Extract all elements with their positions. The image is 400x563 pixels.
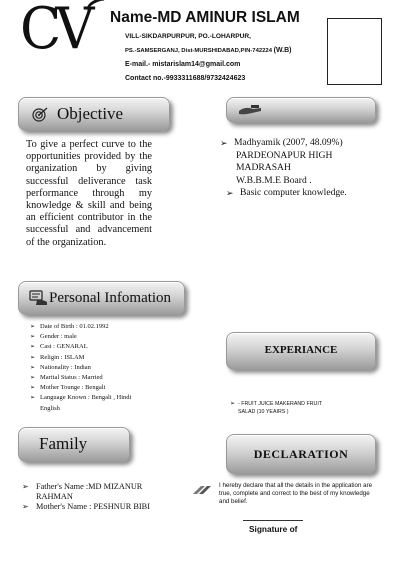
- graduation-hand-icon: [237, 103, 263, 117]
- arrow-bullet-icon: ➢: [220, 138, 228, 148]
- personal-row-text: Cast : GENARAL: [40, 343, 88, 351]
- arrow-bullet-icon: ➢: [30, 324, 36, 330]
- arrow-bullet-icon: ➢: [22, 482, 29, 491]
- education-section-header: [226, 97, 376, 123]
- person-hand-icon: [27, 288, 49, 306]
- arrow-bullet-icon: ➢: [30, 364, 36, 371]
- list-item: [30, 373, 190, 383]
- list-item: [30, 342, 190, 352]
- education-line: W.B.B.M.E Board .: [236, 174, 312, 186]
- cv-logo-text: CV: [20, 0, 89, 62]
- personal-row-text: Religin : ISLAM: [40, 353, 85, 361]
- arrow-bullet-icon: ➢: [30, 344, 36, 351]
- family-list: [22, 482, 182, 512]
- education-line: MADRASAH: [236, 162, 291, 174]
- address-state: (W.B): [273, 47, 292, 54]
- mother-name-line: Mother's Name : PESHNUR BIBI: [36, 502, 150, 511]
- address-line-2-text: PS.-SAMSERGANJ, Dist-MURSHIDABAD,PIN-742224: [125, 48, 272, 54]
- address-line-1: VILL-SIKDARPURPUR, PO.-LOHARPUR,: [125, 33, 252, 40]
- address-line-2: [125, 47, 292, 54]
- experience-text: [230, 400, 358, 416]
- personal-row-text: Date of Birth : 01.02.1992: [40, 323, 109, 330]
- list-item: [30, 383, 190, 393]
- contact-line: Contact no.-9933311688/9732424623: [125, 75, 246, 82]
- candidate-name: Name-MD AMINUR ISLAM: [110, 9, 300, 26]
- family-title: Family: [39, 434, 88, 453]
- education-line: Basic computer knowledge.: [240, 187, 347, 199]
- personal-row-text: Mother Tounge : Bengali: [40, 384, 106, 392]
- list-item: [30, 393, 190, 403]
- email-line: E-mail.- mistarislam14@gmail.com: [125, 61, 241, 68]
- personal-section-header: [18, 281, 185, 315]
- education-item: [220, 137, 380, 187]
- objective-section-header: [18, 97, 170, 131]
- signature-line: [243, 520, 303, 521]
- personal-row-text: English: [40, 404, 60, 412]
- arrow-bullet-icon: ➢: [30, 395, 36, 402]
- arrow-bullet-icon: ➢: [22, 502, 29, 511]
- personal-row-text: Marital Status : Married: [40, 374, 103, 382]
- list-item: [22, 502, 182, 512]
- education-list: [220, 137, 380, 200]
- experience-title: EXPERIANCE: [264, 344, 338, 356]
- education-line: PARDEONAPUR HIGH: [236, 149, 333, 161]
- family-section-header: [18, 427, 130, 462]
- declaration-section-header: [226, 434, 376, 474]
- personal-row-text: Gender : male: [40, 333, 77, 341]
- target-icon: [31, 106, 49, 122]
- father-name-line: Father's Name :MD MIZANUR: [36, 482, 143, 491]
- personal-info-list: [30, 322, 190, 414]
- signature-label: Signature of: [249, 524, 298, 534]
- list-item: [30, 353, 190, 363]
- declaration-title: DECLARATION: [253, 447, 349, 461]
- personal-row-text: Nationality : Indian: [40, 363, 91, 371]
- education-line: Madhyamik (2007, 48.09%): [234, 137, 343, 148]
- personal-title: Personal Infomation: [49, 290, 172, 306]
- arrow-bullet-icon: ➢: [30, 334, 36, 341]
- objective-text: To give a perfect curve to the opportunities provided by the organization by giving successful deliverance task performance through my knowledge & skill and being an efficient contributor in the successful and advancement of the organization.: [26, 139, 152, 248]
- quill-icon: [191, 482, 215, 496]
- experience-line: - FRUIT JUICE MAKERAND FRUIT: [238, 401, 323, 407]
- personal-row-text: Language Known : Bengali , Hindi: [40, 394, 132, 402]
- list-item: [22, 482, 182, 502]
- experience-line: SALAD (10 YEAIRS ): [238, 409, 289, 415]
- list-item: [30, 404, 190, 414]
- arrow-bullet-icon: ➢: [30, 385, 36, 392]
- list-item: [30, 322, 190, 332]
- father-name-line: RAHMAN: [36, 492, 73, 501]
- photo-placeholder: [327, 18, 382, 85]
- arrow-bullet-icon: ➢: [226, 188, 234, 199]
- list-item: [30, 332, 190, 342]
- education-item: [226, 187, 380, 200]
- arrow-bullet-icon: ➢: [230, 401, 236, 407]
- arrow-bullet-icon: ➢: [30, 375, 36, 382]
- experience-section-header: [226, 332, 376, 370]
- arrow-bullet-icon: ➢: [30, 354, 36, 361]
- list-item: [30, 363, 190, 373]
- declaration-text: I hereby declare that all the details in the application are true, complete and correct to the best of my knowledge and belief.: [219, 482, 373, 506]
- objective-title: Objective: [57, 104, 124, 123]
